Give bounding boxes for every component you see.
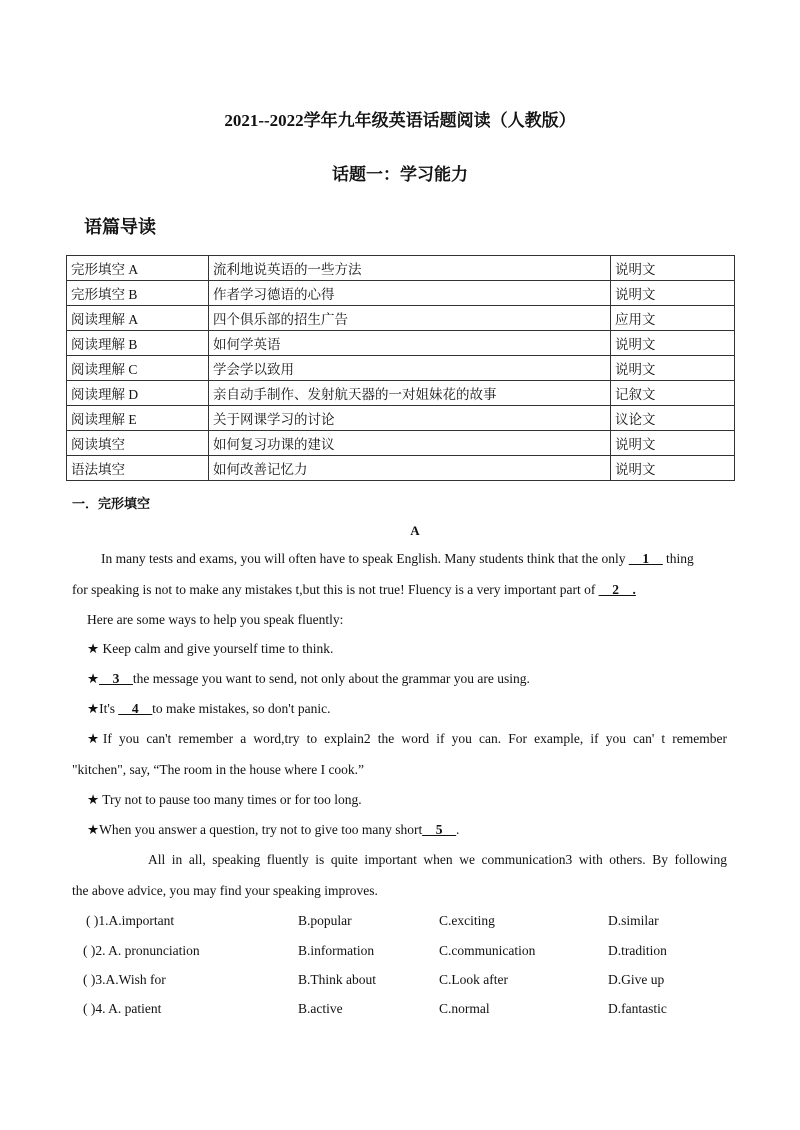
guide-cell-part: 阅读填空 [67,431,209,456]
question-4-option-c: C.normal [439,1001,490,1016]
passage-text: In many tests and exams, you will often have to speak English. Many students think that the only [101,551,626,566]
guide-cell-genre: 说明文 [611,356,735,381]
passage-line: All in all, speaking fluently is quite important when we communication3 with others. By following [148,852,727,867]
passage-text: the message you want to send, not only about the grammar you are using. [132,671,530,686]
guide-cell-part: 阅读理解 E [67,406,209,431]
passage-line [87,822,459,838]
guide-row [67,381,735,406]
guide-cell-content: 如何改善记忆力 [209,456,611,481]
question-3-option-c: C.Look after [439,972,508,987]
question-2-option-d: D.tradition [608,943,667,958]
guide-cell-genre: 应用文 [611,306,735,331]
guide-cell-part: 完形填空 B [67,281,209,306]
question-4-option-d: D.fantastic [608,1001,667,1016]
passage-line: ★ Try not to pause too many times or for too long. [87,792,362,807]
question-2-option-b: B.information [298,943,375,958]
guide-row [67,281,735,306]
passage-label: A [410,523,420,538]
passage-text: to make mistakes, so don't panic. [152,701,331,716]
blank-4: __4__ [118,701,153,716]
blank-1: __1__ [628,551,663,566]
guide-cell-genre: 说明文 [611,431,735,456]
guide-cell-content: 关于网课学习的讨论 [209,406,611,431]
guide-cell-content: 亲自动手制作、发射航天器的一对姐妹花的故事 [209,381,611,406]
passage-line: ★ Keep calm and give yourself time to think. [87,641,334,656]
question-4-stem: ( )4. A. patient [83,1001,162,1016]
passage-text: . [456,822,460,837]
question-2-option-c: C.communication [439,943,536,958]
passage-line: the above advice, you may find your speaking improves. [72,883,378,898]
question-1-stem: ( )1.A.important [86,913,175,928]
guide-cell-content: 如何复习功课的建议 [209,431,611,456]
blank-3: __3__ [99,671,133,686]
guide-cell-part: 阅读理解 D [67,381,209,406]
passage-line: Here are some ways to help you speak fluently: [87,612,344,627]
topic-title: 话题一：学习能力 [332,165,468,184]
guide-row [67,306,735,331]
passage-text: for speaking is not to make any mistakes t,but this is not true! Fluency is a very important part of [72,582,596,597]
passage-line [87,701,330,717]
guide-cell-part: 阅读理解 B [67,331,209,356]
question-1-option-b: B.popular [298,913,352,928]
guide-cell-content: 学会学以致用 [209,356,611,381]
guide-cell-part: 阅读理解 C [67,356,209,381]
guide-cell-content: 四个俱乐部的招生广告 [209,306,611,331]
guide-table [66,255,735,481]
guide-row [67,331,735,356]
question-4-option-b: B.active [298,1001,343,1016]
question-2-stem: ( )2. A. pronunciation [83,943,200,958]
guide-row [67,431,735,456]
guide-cell-genre: 记叙文 [611,381,735,406]
guide-cell-genre: 说明文 [611,331,735,356]
passage-text: thing [666,551,694,566]
passage-line [87,671,530,687]
question-1-option-d: D.similar [608,913,659,928]
passage-line: ★If you can't remember a word,try to explain2 the word if you can. For example, if you can' t remember [87,731,727,746]
guide-row [67,406,735,431]
blank-5: __5__ [422,822,457,837]
passage-text: ★It's [87,701,116,716]
guide-cell-genre: 说明文 [611,456,735,481]
page-title: 2021--2022学年九年级英语话题阅读（人教版） [224,111,576,130]
question-1-option-c: C.exciting [439,913,495,928]
guide-cell-genre: 议论文 [611,406,735,431]
section-heading-cloze: 一．完形填空 [72,497,151,512]
guide-cell-content: 如何学英语 [209,331,611,356]
question-3-option-b: B.Think about [298,972,376,987]
passage-line: "kitchen", say, “The room in the house where I cook.” [72,762,365,777]
passage-line [101,551,694,567]
passage-text: ★When you answer a question, try not to give too many short [87,822,423,837]
guide-cell-content: 流利地说英语的一些方法 [209,256,611,281]
guide-heading: 语篇导读 [84,217,156,238]
guide-cell-genre: 说明文 [611,256,735,281]
passage-line [72,582,636,598]
guide-row [67,456,735,481]
guide-cell-genre: 说明文 [611,281,735,306]
blank-2: __2__. [598,582,636,597]
question-3-stem: ( )3.A.Wish for [83,972,166,987]
star-icon: ★ [87,671,100,686]
guide-cell-part: 语法填空 [67,456,209,481]
question-3-option-d: D.Give up [608,972,665,987]
guide-cell-content: 作者学习德语的心得 [209,281,611,306]
guide-cell-part: 阅读理解 A [67,306,209,331]
guide-row [67,356,735,381]
guide-row [67,256,735,281]
guide-cell-part: 完形填空 A [67,256,209,281]
